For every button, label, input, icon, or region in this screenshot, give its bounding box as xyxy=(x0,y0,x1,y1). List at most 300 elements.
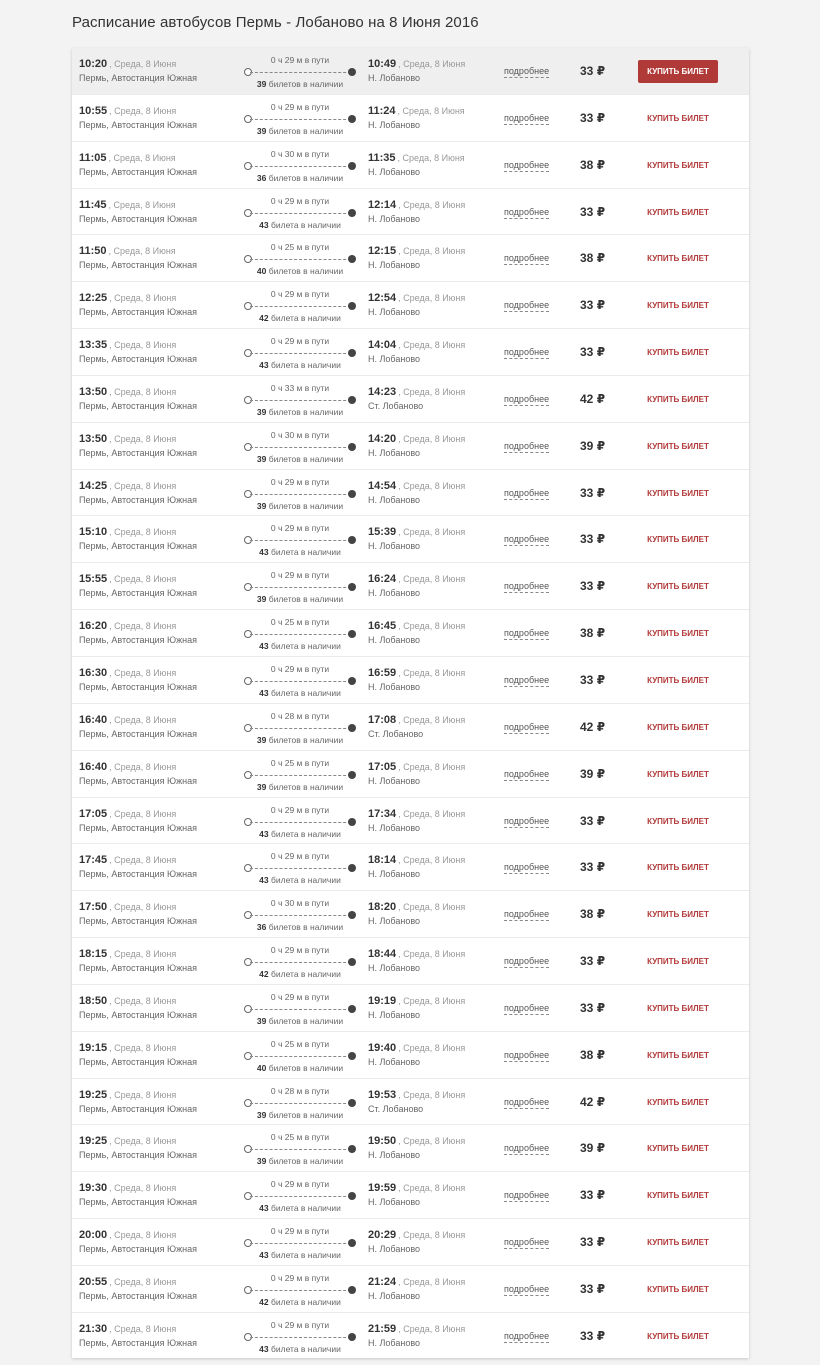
route-timeline xyxy=(244,282,356,328)
departure-date: , Среда, 8 Июня xyxy=(109,340,177,351)
trip-row[interactable] xyxy=(72,48,749,95)
route-timeline xyxy=(244,563,356,609)
trip-row[interactable] xyxy=(72,844,749,891)
trip-duration: 0 ч 25 м в пути xyxy=(270,757,330,768)
route-line xyxy=(250,213,351,214)
seats-available: 39 билетов в наличии xyxy=(256,781,344,792)
trip-duration: 0 ч 29 м в пути xyxy=(270,101,330,112)
route-timeline xyxy=(244,844,356,890)
end-point-icon xyxy=(348,1099,356,1107)
price: 39 ₽ xyxy=(580,438,606,453)
departure-time: 11:45 , Среда, 8 Июня xyxy=(79,198,176,211)
route-line xyxy=(250,119,351,120)
trip-row[interactable] xyxy=(72,891,749,938)
trip-row[interactable] xyxy=(72,142,749,189)
details-link[interactable]: подробнее xyxy=(504,206,550,217)
departure-station: Пермь, Автостанция Южная xyxy=(79,307,197,318)
arrival-station: Н. Лобаново xyxy=(368,869,421,880)
details-link[interactable]: подробнее xyxy=(504,347,550,358)
buy-ticket-button[interactable]: КУПИТЬ БИЛЕТ xyxy=(647,910,709,920)
trip-row[interactable] xyxy=(72,798,749,845)
route-line xyxy=(250,400,351,401)
route-line xyxy=(250,166,351,167)
route-line xyxy=(250,494,351,495)
route-line xyxy=(250,306,351,307)
route-timeline xyxy=(244,1125,356,1171)
route-line xyxy=(250,1149,351,1150)
arrival-date: , Среда, 8 Июня xyxy=(398,340,466,351)
details-link[interactable]: подробнее xyxy=(504,628,550,639)
trip-duration: 0 ч 28 м в пути xyxy=(270,1085,330,1096)
arrival-station: Н. Лобаново xyxy=(368,1009,421,1020)
departure-time: 14:25 , Среда, 8 Июня xyxy=(79,479,177,492)
trip-row[interactable] xyxy=(72,235,749,282)
trip-row[interactable] xyxy=(72,1125,749,1172)
departure-date: , Среда, 8 Июня xyxy=(109,293,177,304)
departure-station: Пермь, Автостанция Южная xyxy=(79,119,197,130)
departure-station: Пермь, Автостанция Южная xyxy=(79,916,197,927)
details-link[interactable]: подробнее xyxy=(504,300,550,311)
arrival-date: , Среда, 8 Июня xyxy=(398,246,466,257)
end-point-icon xyxy=(348,818,356,826)
trip-row[interactable] xyxy=(72,1172,749,1219)
arrival-date: , Среда, 8 Июня xyxy=(398,1230,466,1241)
route-timeline xyxy=(244,657,356,703)
departure-date: , Среда, 8 Июня xyxy=(108,246,176,257)
arrival-time: 17:34 , Среда, 8 Июня xyxy=(368,807,466,820)
seats-available: 42 билета в наличии xyxy=(259,313,341,324)
trip-duration: 0 ч 29 м в пути xyxy=(270,55,330,65)
trip-row[interactable] xyxy=(72,1032,749,1079)
departure-date: , Среда, 8 Июня xyxy=(109,1183,177,1194)
price: 38 ₽ xyxy=(580,907,606,922)
details-link[interactable]: подробнее xyxy=(504,393,550,404)
route-timeline xyxy=(244,704,356,750)
route-line xyxy=(250,1243,351,1244)
buy-ticket-button[interactable]: КУПИТЬ БИЛЕТ xyxy=(647,675,709,685)
departure-date: , Среда, 8 Июня xyxy=(109,527,177,538)
departure-date: , Среда, 8 Июня xyxy=(109,574,177,585)
seats-available: 43 билета в наличии xyxy=(259,1250,341,1261)
arrival-time: 20:29 , Среда, 8 Июня xyxy=(368,1229,466,1242)
trip-duration: 0 ч 25 м в пути xyxy=(270,1038,330,1049)
departure-time: 19:25 , Среда, 8 Июня xyxy=(79,1088,177,1101)
buy-ticket-button[interactable]: КУПИТЬ БИЛЕТ xyxy=(647,535,709,545)
trip-row[interactable] xyxy=(72,516,749,563)
departure-date: , Среда, 8 Июня xyxy=(109,1136,177,1147)
trip-row[interactable] xyxy=(72,1219,749,1266)
trip-row[interactable] xyxy=(72,704,749,751)
arrival-station: Н. Лобаново xyxy=(368,681,421,692)
seats-available: 39 билетов в наличии xyxy=(256,1015,344,1026)
details-link[interactable]: подробнее xyxy=(504,253,550,264)
buy-ticket-button[interactable]: КУПИТЬ БИЛЕТ xyxy=(647,863,709,873)
trip-duration: 0 ч 29 м в пути xyxy=(270,945,330,956)
departure-time: 18:15 , Среда, 8 Июня xyxy=(79,948,177,961)
trip-row[interactable] xyxy=(72,376,749,423)
departure-time: 12:25 , Среда, 8 Июня xyxy=(79,292,177,305)
end-point-icon xyxy=(348,677,356,685)
route-line xyxy=(250,915,351,916)
buy-ticket-button[interactable]: КУПИТЬ БИЛЕТ xyxy=(647,1144,709,1154)
end-point-icon xyxy=(348,1333,356,1341)
departure-date: , Среда, 8 Июня xyxy=(109,1276,177,1287)
end-point-icon xyxy=(348,490,356,498)
arrival-date: , Среда, 8 Июня xyxy=(398,1323,466,1334)
departure-date: , Среда, 8 Июня xyxy=(109,433,177,444)
departure-date: , Среда, 8 Июня xyxy=(109,949,177,960)
end-point-icon xyxy=(348,1052,356,1060)
route-timeline xyxy=(244,798,356,844)
price: 33 ₽ xyxy=(580,860,606,875)
details-link[interactable]: подробнее xyxy=(504,956,550,967)
arrival-time: 14:20 , Среда, 8 Июня xyxy=(368,432,466,445)
end-point-icon xyxy=(348,911,356,919)
arrival-station: Н. Лобаново xyxy=(368,588,421,599)
arrival-time: 18:14 , Среда, 8 Июня xyxy=(368,854,466,867)
route-timeline xyxy=(244,1032,356,1078)
trip-row[interactable] xyxy=(72,985,749,1032)
trip-duration: 0 ч 29 м в пути xyxy=(270,991,330,1002)
route-timeline xyxy=(244,516,356,562)
arrival-time: 16:59 , Среда, 8 Июня xyxy=(368,666,466,679)
price: 33 ₽ xyxy=(580,1235,606,1250)
seats-available: 43 билета в наличии xyxy=(259,1203,341,1214)
departure-time: 21:30 , Среда, 8 Июня xyxy=(79,1322,177,1335)
departure-date: , Среда, 8 Июня xyxy=(108,199,176,210)
details-link[interactable]: подробнее xyxy=(504,1330,550,1341)
trip-duration: 0 ч 29 м в пути xyxy=(270,289,330,300)
seats-available: 43 билета в наличии xyxy=(259,828,341,839)
details-link[interactable]: подробнее xyxy=(504,1049,550,1060)
buy-ticket-button[interactable]: КУПИТЬ БИЛЕТ xyxy=(647,582,709,592)
seats-available: 36 билетов в наличии xyxy=(256,172,344,183)
trip-row[interactable] xyxy=(72,1313,749,1358)
end-point-icon xyxy=(348,630,356,638)
arrival-time: 15:39 , Среда, 8 Июня xyxy=(368,526,466,539)
details-link[interactable]: подробнее xyxy=(504,674,550,685)
arrival-station: Н. Лобаново xyxy=(368,1337,421,1348)
seats-available: 40 билетов в наличии xyxy=(256,1062,344,1073)
arrival-time: 19:40 , Среда, 8 Июня xyxy=(368,1041,466,1054)
departure-date: , Среда, 8 Июня xyxy=(109,621,177,632)
departure-time: 13:50 , Среда, 8 Июня xyxy=(79,385,177,398)
buy-ticket-button[interactable]: КУПИТЬ БИЛЕТ xyxy=(647,254,709,264)
price: 33 ₽ xyxy=(580,813,606,828)
end-point-icon xyxy=(348,443,356,451)
arrival-date: , Среда, 8 Июня xyxy=(398,949,466,960)
arrival-date: , Среда, 8 Июня xyxy=(397,152,465,163)
details-link[interactable]: подробнее xyxy=(504,909,550,920)
departure-time: 20:00 , Среда, 8 Июня xyxy=(79,1229,177,1242)
arrival-date: , Среда, 8 Июня xyxy=(398,386,466,397)
buy-ticket-button[interactable]: КУПИТЬ БИЛЕТ xyxy=(647,816,709,826)
departure-date: , Среда, 8 Июня xyxy=(109,59,177,69)
route-line xyxy=(250,540,351,541)
departure-station: Пермь, Автостанция Южная xyxy=(79,588,197,599)
departure-time: 13:35 , Среда, 8 Июня xyxy=(79,339,177,352)
departure-time: 16:40 , Среда, 8 Июня xyxy=(79,760,177,773)
arrival-station: Н. Лобаново xyxy=(368,260,421,271)
trip-duration: 0 ч 25 м в пути xyxy=(270,1132,330,1143)
seats-available: 39 билетов в наличии xyxy=(256,453,344,464)
arrival-date: , Среда, 8 Июня xyxy=(398,1136,466,1147)
route-timeline xyxy=(244,891,356,937)
details-link[interactable]: подробнее xyxy=(504,768,550,779)
arrival-time: 19:19 , Среда, 8 Июня xyxy=(368,994,466,1007)
details-link[interactable]: подробнее xyxy=(504,862,550,873)
departure-time: 10:20 , Среда, 8 Июня xyxy=(79,58,177,70)
arrival-station: Н. Лобаново xyxy=(368,635,421,646)
price: 33 ₽ xyxy=(580,1281,606,1296)
details-link[interactable]: подробнее xyxy=(504,721,550,732)
buy-ticket-button[interactable]: КУПИТЬ БИЛЕТ xyxy=(647,1284,709,1294)
price: 33 ₽ xyxy=(580,64,606,78)
trip-row[interactable] xyxy=(72,610,749,657)
seats-available: 43 билета в наличии xyxy=(259,360,341,371)
price: 33 ₽ xyxy=(580,298,606,313)
arrival-time: 19:59 , Среда, 8 Июня xyxy=(368,1182,466,1195)
end-point-icon xyxy=(348,349,356,357)
route-line xyxy=(250,353,351,354)
arrival-date: , Среда, 8 Июня xyxy=(397,105,465,116)
seats-available: 40 билетов в наличии xyxy=(256,266,344,277)
trip-duration: 0 ч 29 м в пути xyxy=(270,570,330,581)
route-timeline xyxy=(244,610,356,656)
departure-time: 15:10 , Среда, 8 Июня xyxy=(79,526,177,539)
buy-ticket-button[interactable]: КУПИТЬ БИЛЕТ xyxy=(647,1331,709,1341)
route-line xyxy=(250,962,351,963)
departure-station: Пермь, Автостанция Южная xyxy=(79,681,197,692)
route-line xyxy=(250,681,351,682)
end-point-icon xyxy=(348,1005,356,1013)
trip-row[interactable] xyxy=(72,329,749,376)
price: 33 ₽ xyxy=(580,1328,606,1343)
departure-time: 17:50 , Среда, 8 Июня xyxy=(79,901,177,914)
trip-row[interactable] xyxy=(72,657,749,704)
seats-available: 39 билетов в наличии xyxy=(256,1156,344,1167)
details-link[interactable]: подробнее xyxy=(504,1143,550,1154)
seats-available: 42 билета в наличии xyxy=(259,1296,341,1307)
route-timeline xyxy=(244,1172,356,1218)
buy-ticket-button[interactable]: КУПИТЬ БИЛЕТ xyxy=(647,1191,709,1201)
arrival-station: Н. Лобаново xyxy=(368,963,421,974)
arrival-date: , Среда, 8 Июня xyxy=(398,574,466,585)
arrival-time: 10:49 , Среда, 8 Июня xyxy=(368,58,466,70)
buy-ticket-button[interactable]: КУПИТЬ БИЛЕТ xyxy=(647,441,709,451)
trip-row[interactable] xyxy=(72,1079,749,1126)
trip-row[interactable] xyxy=(72,189,749,236)
seats-available: 36 билетов в наличии xyxy=(256,922,344,933)
buy-ticket-button[interactable]: КУПИТЬ БИЛЕТ xyxy=(647,1097,709,1107)
page-title: Расписание автобусов Пермь - Лобаново на 8 Июня 2016 xyxy=(72,14,479,31)
departure-time: 19:30 , Среда, 8 Июня xyxy=(79,1182,177,1195)
trip-row[interactable] xyxy=(72,95,749,142)
arrival-date: , Среда, 8 Июня xyxy=(398,59,466,69)
price: 38 ₽ xyxy=(580,1047,606,1062)
arrival-date: , Среда, 8 Июня xyxy=(398,995,466,1006)
arrival-time: 11:24 , Среда, 8 Июня xyxy=(368,104,465,117)
trip-duration: 0 ч 29 м в пути xyxy=(270,476,330,487)
arrival-station: Н. Лобаново xyxy=(368,1290,421,1301)
trip-row[interactable] xyxy=(72,751,749,798)
departure-time: 11:50 , Среда, 8 Июня xyxy=(79,245,176,258)
price: 33 ₽ xyxy=(580,204,606,219)
arrival-date: , Среда, 8 Июня xyxy=(398,199,466,210)
departure-station: Пермь, Автостанция Южная xyxy=(79,1150,197,1161)
arrival-station: Ст. Лобаново xyxy=(368,400,424,411)
price: 42 ₽ xyxy=(580,1094,606,1109)
departure-date: , Среда, 8 Июня xyxy=(109,1089,177,1100)
end-point-icon xyxy=(348,958,356,966)
trip-row[interactable] xyxy=(72,1266,749,1313)
buy-ticket-button[interactable]: КУПИТЬ БИЛЕТ xyxy=(647,769,709,779)
details-link[interactable]: подробнее xyxy=(504,112,550,123)
buy-ticket-button[interactable]: КУПИТЬ БИЛЕТ xyxy=(647,301,709,311)
trip-duration: 0 ч 30 м в пути xyxy=(270,898,330,909)
arrival-time: 21:24 , Среда, 8 Июня xyxy=(368,1275,466,1288)
buy-ticket-button[interactable]: КУПИТЬ БИЛЕТ xyxy=(647,488,709,498)
departure-date: , Среда, 8 Июня xyxy=(109,714,177,725)
trip-duration: 0 ч 30 м в пути xyxy=(270,148,330,159)
trip-duration: 0 ч 29 м в пути xyxy=(270,195,330,206)
departure-station: Пермь, Автостанция Южная xyxy=(79,869,197,880)
details-link[interactable]: подробнее xyxy=(504,1237,550,1248)
route-line xyxy=(250,72,351,73)
trip-row[interactable] xyxy=(72,470,749,517)
departure-date: , Среда, 8 Июня xyxy=(109,1042,177,1053)
arrival-time: 21:59 , Среда, 8 Июня xyxy=(368,1322,466,1335)
departure-date: , Среда, 8 Июня xyxy=(109,1230,177,1241)
details-link[interactable]: подробнее xyxy=(504,815,550,826)
departure-time: 13:50 , Среда, 8 Июня xyxy=(79,432,177,445)
end-point-icon xyxy=(348,1286,356,1294)
trip-duration: 0 ч 25 м в пути xyxy=(270,242,330,253)
arrival-station: Н. Лобаново xyxy=(368,213,421,224)
arrival-date: , Среда, 8 Июня xyxy=(398,293,466,304)
buy-ticket-button[interactable]: КУПИТЬ БИЛЕТ xyxy=(647,207,709,217)
price: 33 ₽ xyxy=(580,1188,606,1203)
arrival-date: , Среда, 8 Июня xyxy=(398,1276,466,1287)
arrival-date: , Среда, 8 Июня xyxy=(398,902,466,913)
route-line xyxy=(250,775,351,776)
departure-time: 15:55 , Среда, 8 Июня xyxy=(79,573,177,586)
departure-time: 16:40 , Среда, 8 Июня xyxy=(79,713,177,726)
route-line xyxy=(250,1196,351,1197)
end-point-icon xyxy=(348,724,356,732)
departure-station: Пермь, Автостанция Южная xyxy=(79,635,197,646)
route-line xyxy=(250,728,351,729)
arrival-time: 12:54 , Среда, 8 Июня xyxy=(368,292,466,305)
departure-time: 16:20 , Среда, 8 Июня xyxy=(79,620,177,633)
route-timeline xyxy=(244,470,356,516)
route-timeline xyxy=(244,938,356,984)
arrival-time: 14:04 , Среда, 8 Июня xyxy=(368,339,466,352)
seats-available: 39 билетов в наличии xyxy=(256,125,344,136)
trip-duration: 0 ч 29 м в пути xyxy=(270,1272,330,1283)
buy-ticket-button[interactable]: КУПИТЬ БИЛЕТ xyxy=(647,348,709,358)
details-link[interactable]: подробнее xyxy=(504,487,550,498)
arrival-time: 14:54 , Среда, 8 Июня xyxy=(368,479,466,492)
trip-row[interactable] xyxy=(72,563,749,610)
buy-ticket-button[interactable]: КУПИТЬ БИЛЕТ xyxy=(647,1050,709,1060)
trip-duration: 0 ч 29 м в пути xyxy=(270,1226,330,1237)
end-point-icon xyxy=(348,255,356,263)
arrival-station: Ст. Лобаново xyxy=(368,1103,424,1114)
arrival-date: , Среда, 8 Июня xyxy=(398,714,466,725)
buy-ticket-button[interactable]: КУПИТЬ БИЛЕТ xyxy=(647,113,709,123)
departure-time: 19:25 , Среда, 8 Июня xyxy=(79,1135,177,1148)
trip-duration: 0 ч 29 м в пути xyxy=(270,336,330,347)
buy-ticket-button[interactable]: КУПИТЬ БИЛЕТ xyxy=(647,1238,709,1248)
departure-station: Пермь, Автостанция Южная xyxy=(79,166,197,177)
arrival-station: Н. Лобаново xyxy=(368,307,421,318)
arrival-station: Н. Лобаново xyxy=(368,775,421,786)
trip-duration: 0 ч 29 м в пути xyxy=(270,663,330,674)
departure-station: Пермь, Автостанция Южная xyxy=(79,1056,197,1067)
buy-ticket-button[interactable]: КУПИТЬ БИЛЕТ xyxy=(638,60,718,83)
end-point-icon xyxy=(348,396,356,404)
arrival-date: , Среда, 8 Июня xyxy=(398,667,466,678)
trip-duration: 0 ч 33 м в пути xyxy=(270,382,330,393)
price: 33 ₽ xyxy=(580,485,606,500)
details-link[interactable]: подробнее xyxy=(504,1190,550,1201)
route-timeline xyxy=(244,329,356,375)
departure-station: Пермь, Автостанция Южная xyxy=(79,494,197,505)
buy-ticket-button[interactable]: КУПИТЬ БИЛЕТ xyxy=(647,1003,709,1013)
buy-ticket-button[interactable]: КУПИТЬ БИЛЕТ xyxy=(647,394,709,404)
route-line xyxy=(250,447,351,448)
details-link[interactable]: подробнее xyxy=(504,159,550,170)
arrival-station: Н. Лобаново xyxy=(368,494,421,505)
end-point-icon xyxy=(348,302,356,310)
trip-duration: 0 ч 30 м в пути xyxy=(270,429,330,440)
route-timeline xyxy=(244,142,356,188)
details-link[interactable]: подробнее xyxy=(504,440,550,451)
route-timeline xyxy=(244,189,356,235)
details-link[interactable]: подробнее xyxy=(504,534,550,545)
trip-row[interactable] xyxy=(72,423,749,470)
departure-date: , Среда, 8 Июня xyxy=(109,1323,177,1334)
arrival-station: Н. Лобаново xyxy=(368,541,421,552)
arrival-station: Н. Лобаново xyxy=(368,916,421,927)
buy-ticket-button[interactable]: КУПИТЬ БИЛЕТ xyxy=(647,160,709,170)
details-link[interactable]: подробнее xyxy=(504,581,550,592)
arrival-station: Н. Лобаново xyxy=(368,1244,421,1255)
seats-available: 43 билета в наличии xyxy=(259,219,341,230)
departure-date: , Среда, 8 Июня xyxy=(109,105,177,116)
trip-row[interactable] xyxy=(72,282,749,329)
arrival-date: , Среда, 8 Июня xyxy=(398,1089,466,1100)
buy-ticket-button[interactable]: КУПИТЬ БИЛЕТ xyxy=(647,957,709,967)
seats-available: 43 билета в наличии xyxy=(259,641,341,652)
buy-ticket-button[interactable]: КУПИТЬ БИЛЕТ xyxy=(647,629,709,639)
arrival-station: Н. Лобаново xyxy=(368,1056,421,1067)
details-link[interactable]: подробнее xyxy=(504,1283,550,1294)
departure-station: Пермь, Автостанция Южная xyxy=(79,1290,197,1301)
buy-ticket-button[interactable]: КУПИТЬ БИЛЕТ xyxy=(647,722,709,732)
departure-station: Пермь, Автостанция Южная xyxy=(79,541,197,552)
trip-row[interactable] xyxy=(72,938,749,985)
end-point-icon xyxy=(348,1145,356,1153)
details-link[interactable]: подробнее xyxy=(504,1002,550,1013)
arrival-station: Н. Лобаново xyxy=(368,1150,421,1161)
details-link[interactable]: подробнее xyxy=(504,1096,550,1107)
trip-duration: 0 ч 29 м в пути xyxy=(270,1179,330,1190)
details-link[interactable]: подробнее xyxy=(504,66,550,76)
price: 39 ₽ xyxy=(580,766,606,781)
route-timeline xyxy=(244,1219,356,1265)
